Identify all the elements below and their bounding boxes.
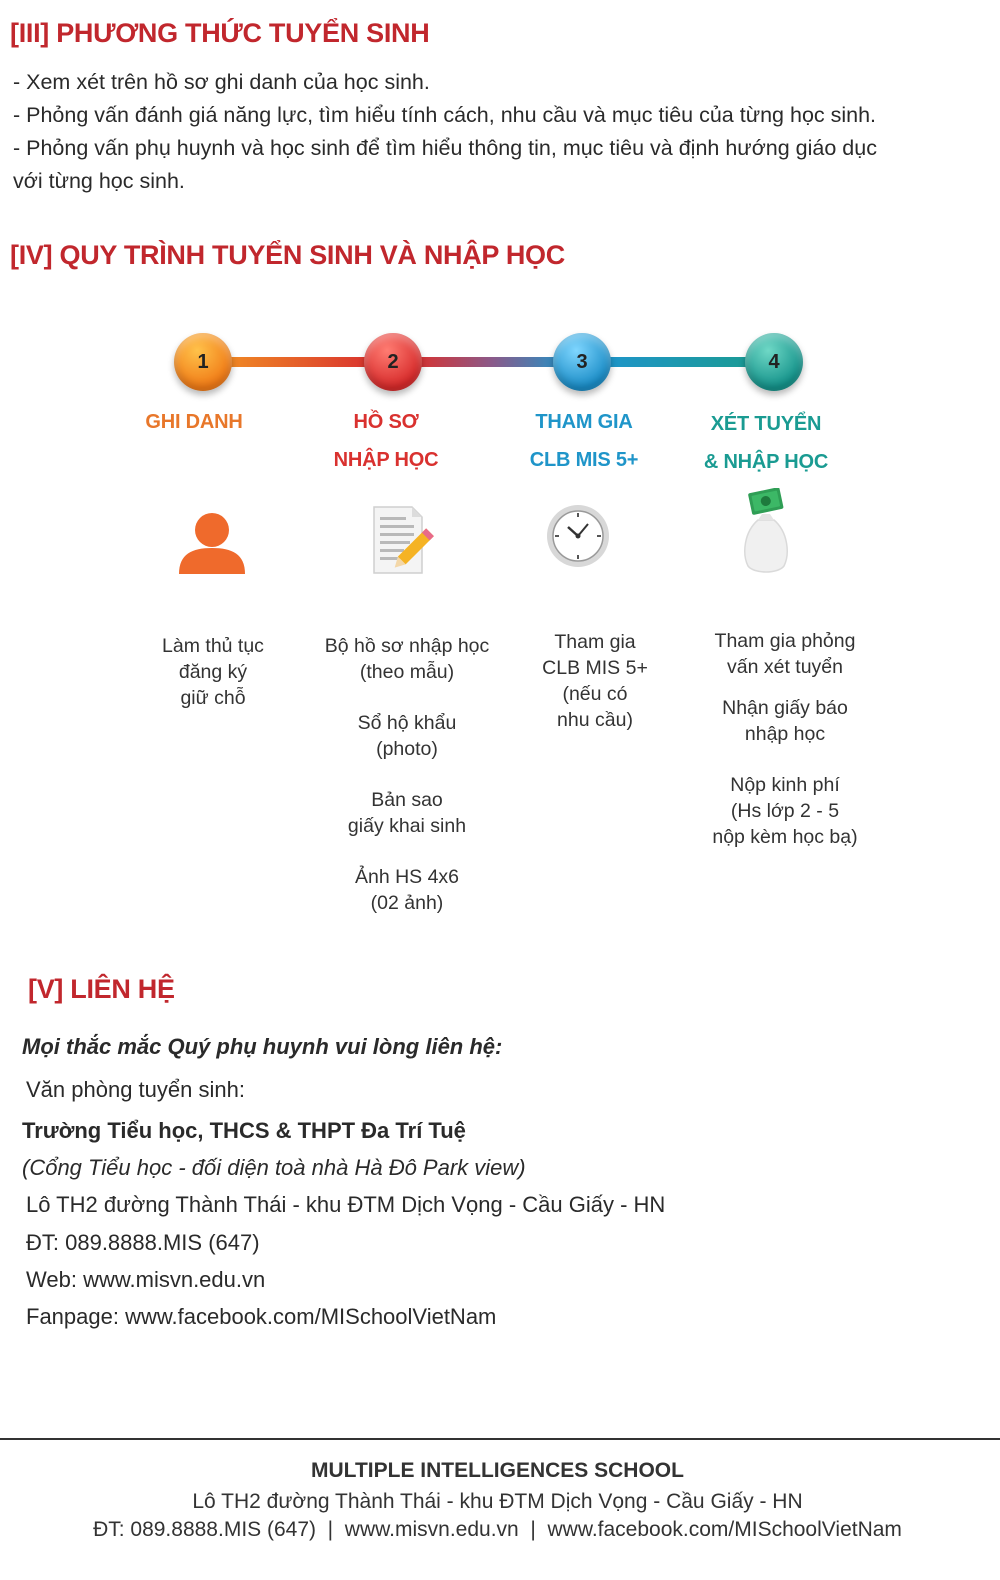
contact-intro: Mọi thắc mắc Quý phụ huynh vui lòng liên hệ: [22,1034,503,1059]
step-3-circle [553,333,611,391]
step-4-details [680,628,890,850]
step-4-title [666,405,866,481]
detail-line: (theo mẫu) [359,661,455,683]
footer-contacts: ĐT: 089.8888.MIS (647) | www.misvn.edu.vn | www.facebook.com/MISchoolVietNam [93,1518,902,1541]
contact-school-name: Trường Tiểu học, THCS & THPT Đa Trí Tuệ [22,1118,466,1143]
step-number: 4 [768,350,780,373]
step-2-circle [364,333,422,391]
detail-line: CLB MIS 5+ [542,657,648,679]
money-bag-icon [736,488,796,576]
step-1-circle [174,333,232,391]
section-3-line-3: - Phỏng vấn phụ huynh và học sinh để tìm hiểu thông tin, mục tiêu và định hướng giáo dục [13,136,877,160]
contact-fanpage: Fanpage: www.facebook.com/MISchoolVietNam [26,1304,497,1329]
person-icon [176,510,248,576]
detail-line: Nộp kinh phí [730,774,840,796]
detail-line: (nếu có [562,683,628,705]
section-3-line-2: - Phỏng vấn đánh giá năng lực, tìm hiểu tính cách, nhu cầu và mục tiêu của từng học sinh. [13,103,877,127]
section-4-title: [IV] QUY TRÌNH TUYỂN SINH VÀ NHẬP HỌC [10,240,565,270]
detail-line: giữ chỗ [180,687,246,709]
clock-icon [544,502,612,570]
detail-line: nhu cầu) [557,709,633,731]
contact-phone: ĐT: 089.8888.MIS (647) [26,1230,260,1255]
contact-note: (Cổng Tiểu học - đối diện toà nhà Hà Đô Park view) [22,1155,526,1180]
step-3-title [484,403,684,479]
contact-address: Lô TH2 đường Thành Thái - khu ĐTM Dịch Vọng - Cầu Giấy - HN [26,1192,666,1217]
detail-line: Tham gia phỏng [714,630,856,652]
detail-line: giấy khai sinh [347,815,467,837]
detail-line: nộp kèm học bạ) [712,826,858,848]
step-3-details [490,629,700,733]
step-title-line: HỒ SƠ [353,411,419,433]
step-1-details [108,633,318,711]
detail-line: Sổ hộ khẩu [357,712,457,734]
detail-line: (Hs lớp 2 - 5 [730,800,840,822]
step-number: 2 [387,350,399,373]
detail-line: vấn xét tuyển [727,656,843,678]
timeline-connector [415,357,570,367]
timeline-connector [605,357,760,367]
document-pencil-icon [368,503,438,577]
step-title-line: NHẬP HỌC [333,449,439,471]
contact-web: Web: www.misvn.edu.vn [26,1267,266,1292]
timeline-connector [225,357,375,367]
footer-address: Lô TH2 đường Thành Thái - khu ĐTM Dịch Vọng - Cầu Giấy - HN [192,1490,803,1513]
section-3-title: [III] PHƯƠNG THỨC TUYỂN SINH [10,18,430,48]
section-3-line-4: với từng học sinh. [13,169,185,193]
footer-divider [0,1438,1000,1440]
step-2-details [302,633,512,916]
step-number: 1 [197,350,209,373]
step-1-title [94,403,294,441]
detail-line: Nhận giấy báo [722,697,848,719]
step-title-line: CLB MIS 5+ [529,449,639,471]
detail-line: Tham gia [554,631,636,653]
step-title-line: XÉT TUYỂN [710,413,822,435]
detail-line: Bộ hồ sơ nhập học [324,635,490,657]
step-title-line: & NHẬP HỌC [703,451,829,473]
detail-line: nhập học [744,723,826,745]
step-number: 3 [576,350,588,373]
detail-line: đăng ký [178,661,248,683]
section-5-title: [V] LIÊN HỆ [28,974,175,1004]
detail-line: Làm thủ tục [162,635,264,657]
step-title-line: GHI DANH [145,411,243,433]
detail-line: Bản sao [371,789,443,811]
detail-line: (02 ảnh) [370,892,444,914]
detail-line: (photo) [376,738,438,760]
step-4-circle [745,333,803,391]
step-2-title [286,403,486,479]
detail-line: Ảnh HS 4x6 [354,866,460,888]
step-title-line: THAM GIA [535,411,633,433]
contact-office: Văn phòng tuyển sinh: [26,1077,245,1102]
footer-title: MULTIPLE INTELLIGENCES SCHOOL [311,1459,684,1482]
section-3-line-1: - Xem xét trên hồ sơ ghi danh của học sinh. [13,70,430,94]
